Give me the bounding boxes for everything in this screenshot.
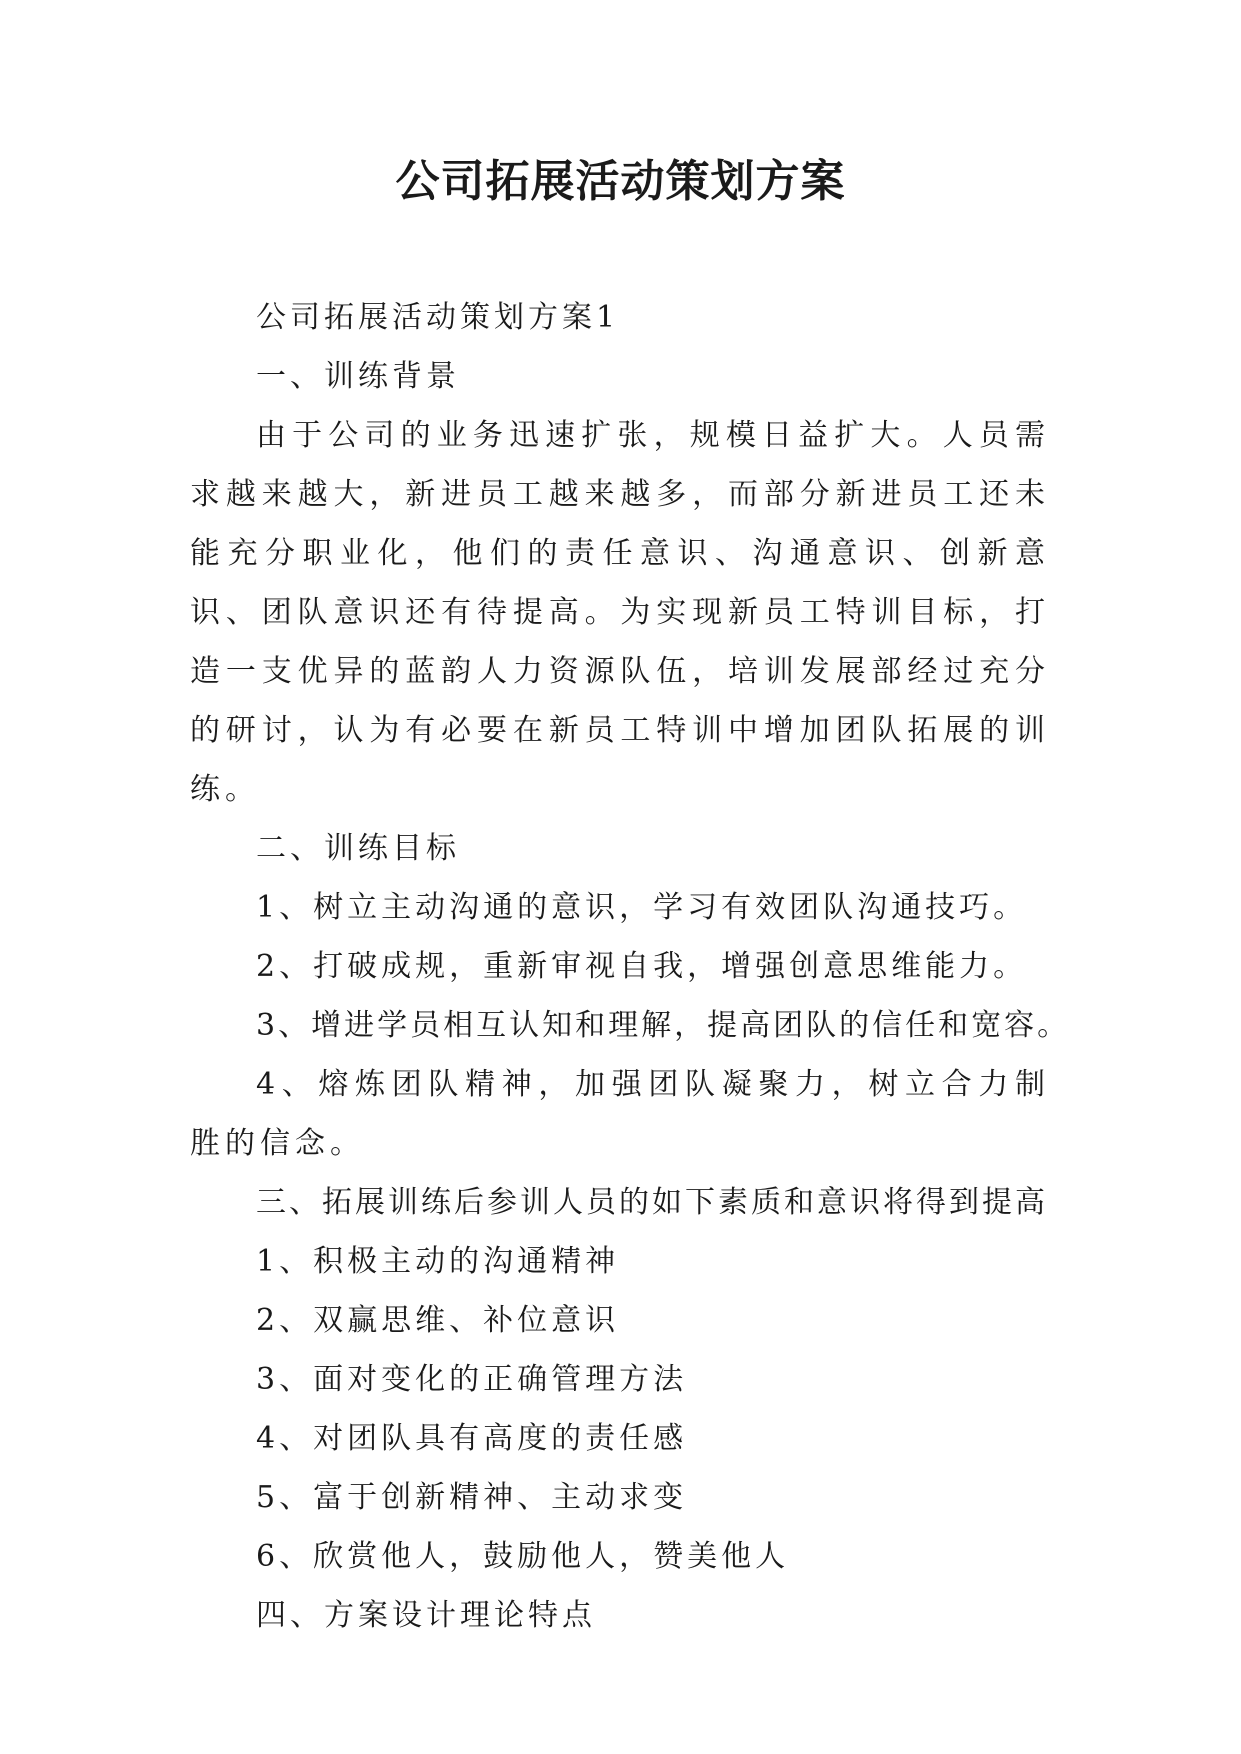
goal-item: 2、打破成规，重新审视自我，增强创意思维能力。 xyxy=(256,949,1028,984)
goal-item: 3、增进学员相互认知和理解，提高团队的信任和宽容。 xyxy=(256,1008,1071,1043)
section-heading-background: 一、训练背景 xyxy=(256,359,460,394)
section-heading-design: 四、方案设计理论特点 xyxy=(256,1598,596,1633)
goal-item: 4、熔炼团队精神，加强团队凝聚力，树立合力制胜的信念。 xyxy=(190,1067,1050,1161)
section-heading-goals: 二、训练目标 xyxy=(256,831,460,866)
background-paragraph: 由于公司的业务迅速扩张，规模日益扩大。人员需求越来越大，新进员工越来越多，而部分新进员工还未能充分职业化，他们的责任意识、沟通意识、创新意识、团队意识还有待提高。为实现新员工特训目标，打造一支优异的蓝韵人力资源队伍，培训发展部经过充分的研讨，认为有必要在新员工特训中增加团队拓展的训练。 xyxy=(190,418,1050,807)
outcome-item: 5、富于创新精神、主动求变 xyxy=(256,1480,688,1515)
outcome-item: 1、积极主动的沟通精神 xyxy=(256,1244,620,1279)
document-body xyxy=(190,288,1071,1645)
goal-item: 1、树立主动沟通的意识，学习有效团队沟通技巧。 xyxy=(256,890,1028,925)
section-heading-outcomes: 三、拓展训练后参训人员的如下素质和意识将得到提高 xyxy=(256,1185,1048,1220)
outcome-item: 3、面对变化的正确管理方法 xyxy=(256,1362,688,1397)
outcome-item: 4、对团队具有高度的责任感 xyxy=(256,1421,688,1456)
document-subtitle: 公司拓展活动策划方案1 xyxy=(256,300,620,335)
document-title: 公司拓展活动策划方案 xyxy=(395,156,846,207)
outcome-item: 2、双赢思维、补位意识 xyxy=(256,1303,620,1338)
outcome-item: 6、欣赏他人，鼓励他人，赞美他人 xyxy=(256,1539,790,1574)
